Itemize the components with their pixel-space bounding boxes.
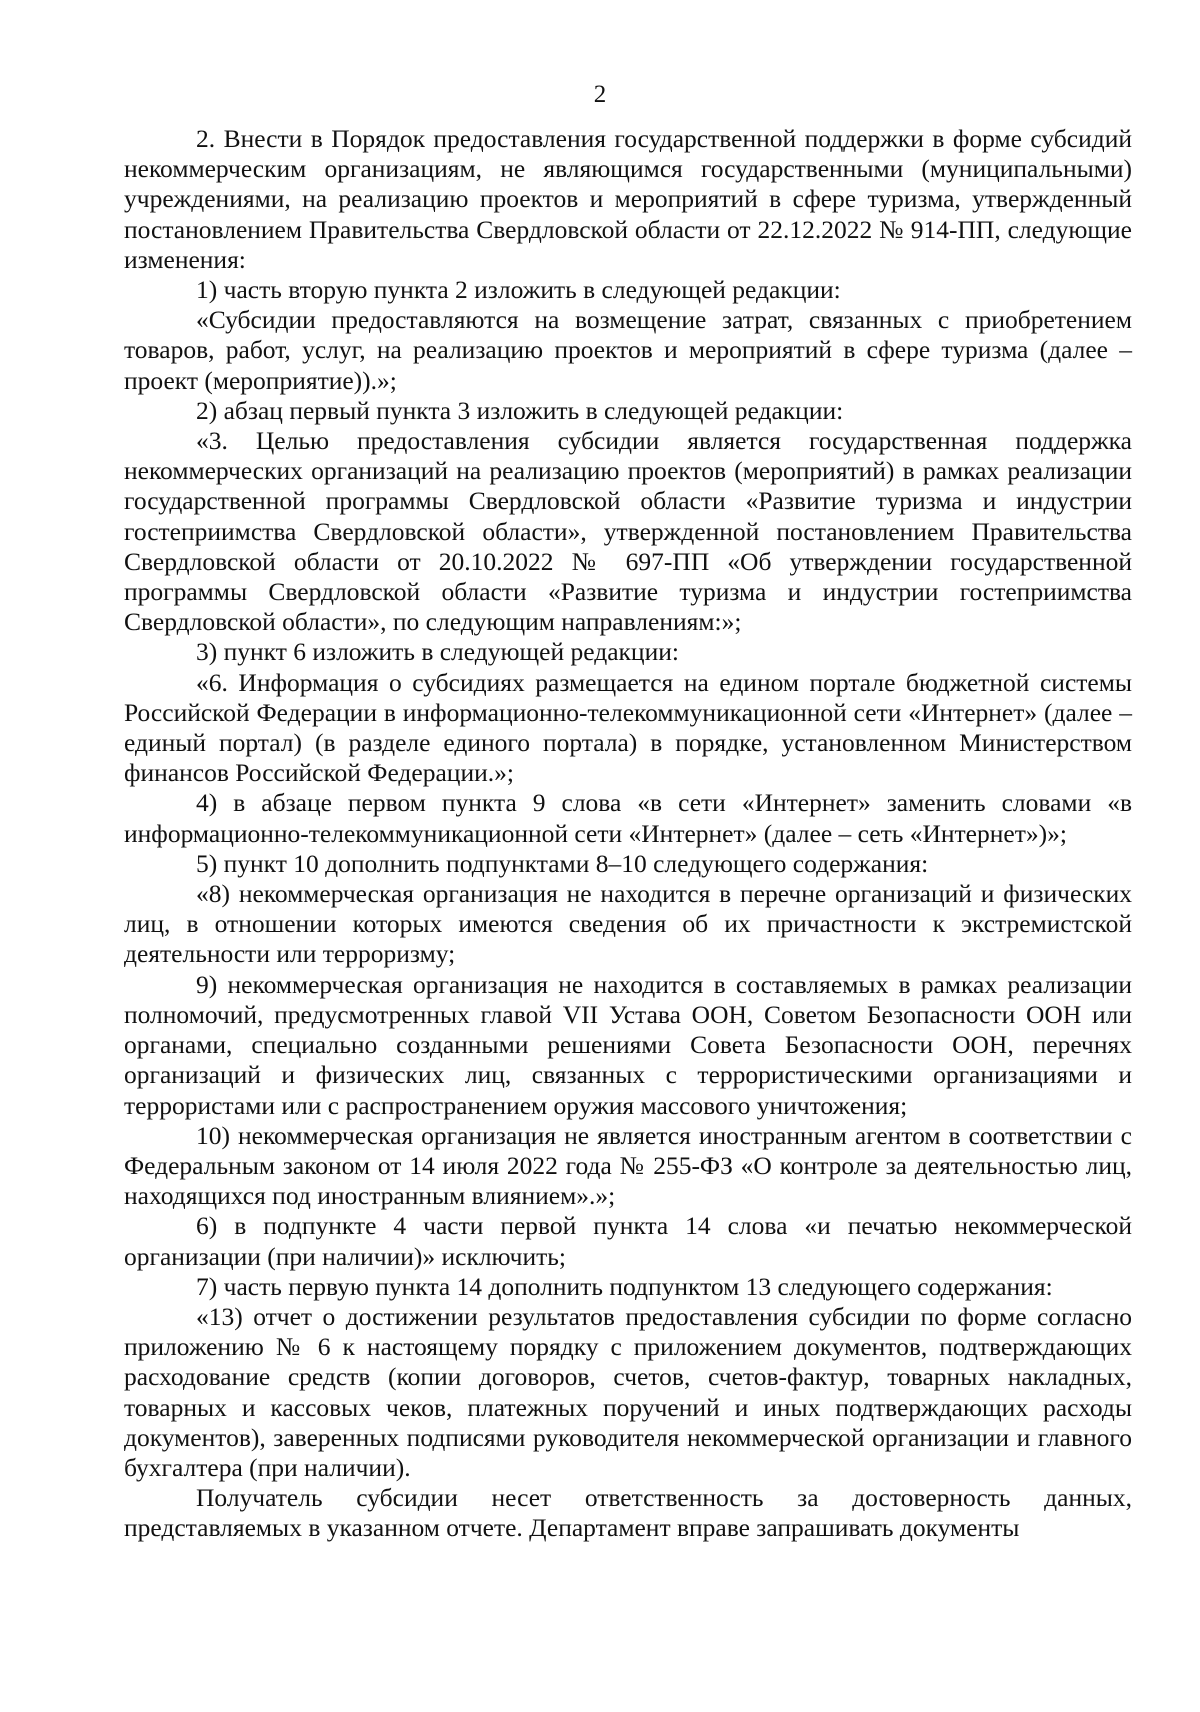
paragraph-subitem-4: 4) в абзаце первом пункта 9 слова «в сети «Интернет» заменить словами «в информационно-телекоммуникационной сети «Интернет» (далее – сеть «Интернет»)»; [124,788,1132,848]
paragraph-subitem-7: 7) часть первую пункта 14 дополнить подпунктом 13 следующего содержания: [196,1271,1053,1301]
paragraph-subitem-6: 6) в подпункте 4 части первой пункта 14 слова «и печатью некоммерческой организации (при наличии)» исключить; [124,1211,1132,1271]
paragraph-recipient-responsibility: Получатель субсидии несет ответственность за достоверность данных, представляемых в указанном отчете. Департамент вправе запрашивать документы [124,1483,1132,1543]
paragraph-item-2-intro: 2. Внести в Порядок предоставления государственной поддержки в форме субсидий некоммерческим организациям, не являющимся государственными (муниципальными) учреждениями, на реализацию проектов и мероприятий в сфере туризма, утвержденный постановлением Правительства Свердловской области от 22.12.2022 № 914-ПП, следующие изменения: [124,124,1132,274]
paragraph-quote-information: «6. Информация о субсидиях размещается на едином портале бюджетной системы Российской Федерации в информационно-телекоммуникационной сети «Интернет» (далее – единый портал) (в разделе единого портала) в порядке, установленном Министерством финансов Российской Федерации.»; [124,667,1132,788]
paragraph-quote-13: «13) отчет о достижении результатов предоставления субсидии по форме согласно приложению № 6 к настоящему порядку с приложением документов, подтверждающих расходование средств (копии договоров, счетов, счетов-фактур, товарных накладных, товарных и кассовых чеков, платежных поручений и иных подтверждающих расходы документов), заверенных подписями руководителя некоммерческой организации и главного бухгалтера (при наличии). [124,1301,1132,1482]
paragraph-subitem-1: 1) часть вторую пункта 2 изложить в следующей редакции: [196,275,841,305]
paragraph-quote-goal: «3. Целью предоставления субсидии является государственная поддержка некоммерческих организаций на реализацию проектов (мероприятий) в рамках реализации государственной программы Свердловской области «Развитие туризма и индустрии гостеприимства Свердловской области», утвержденной постановлением Правительства Свердловской области от 20.10.2022 № 697-ПП «Об утверждении государственной программы Свердловской области «Развитие туризма и индустрии гостеприимства Свердловской области», по следующим направлениям:»; [124,426,1132,637]
paragraph-subitem-5: 5) пункт 10 дополнить подпунктами 8–10 следующего содержания: [196,848,929,878]
paragraph-subitem-2: 2) абзац первый пункта 3 изложить в следующей редакции: [196,395,844,425]
paragraph-subitem-3: 3) пункт 6 изложить в следующей редакции: [196,637,679,667]
page-number: 2 [593,81,607,108]
paragraph-quote-9: 9) некоммерческая организация не находится в составляемых в рамках реализации полномочий, предусмотренных главой VII Устава ООН, Советом Безопасности ООН или органами, специально созданными решениями Совета Безопасности ООН, перечнях организаций и физических лиц, связанных с террористическими организациями и террористами или с распространением оружия массового уничтожения; [124,969,1132,1120]
paragraph-quote-subsidies: «Субсидии предоставляются на возмещение затрат, связанных с приобретением товаров, работ, услуг, на реализацию проектов и мероприятий в сфере туризма (далее – проект (мероприятие)).»; [124,305,1132,395]
paragraph-quote-10: 10) некоммерческая организация не является иностранным агентом в соответствии с Федеральным законом от 14 июля 2022 года № 255-ФЗ «О контроле за деятельностью лиц, находящихся под иностранным влиянием».»; [124,1120,1132,1211]
paragraph-quote-8: «8) некоммерческая организация не находится в перечне организаций и физических лиц, в отношении которых имеются сведения об их причастности к экстремистской деятельности или терроризму; [124,879,1132,969]
document-body [124,124,1132,1544]
